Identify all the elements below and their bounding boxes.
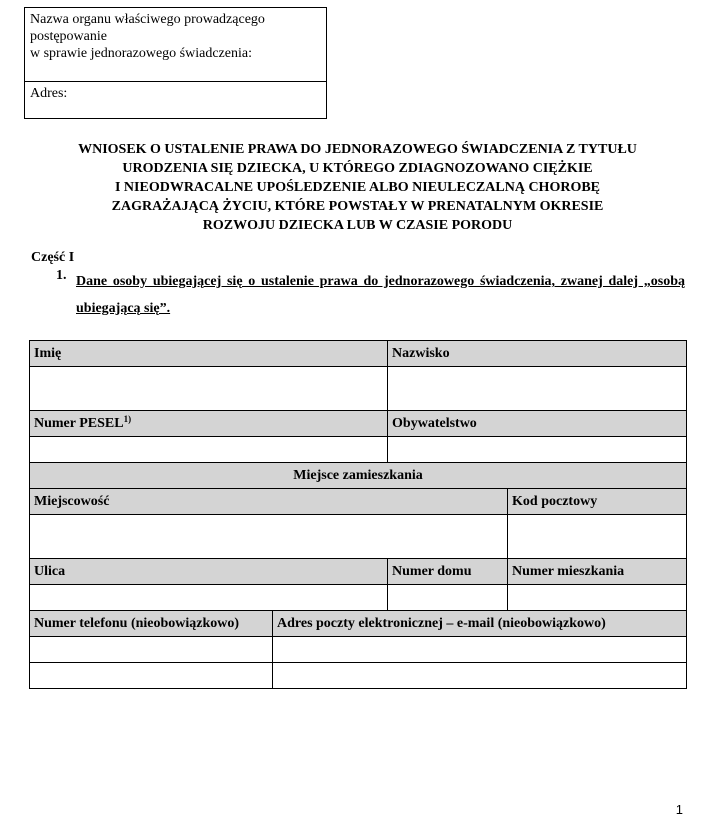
phone-field[interactable] xyxy=(30,637,273,663)
street-field[interactable] xyxy=(30,585,388,611)
last-name-label: Nazwisko xyxy=(388,341,687,367)
section-heading: Dane osoby ubiegającej się o ustalenie prawa do jednorazowego świadczenia, zwanej dalej „osobą ubiegającą się”. xyxy=(76,274,685,316)
postal-code-field[interactable] xyxy=(508,515,687,559)
house-number-label: Numer domu xyxy=(388,559,508,585)
last-name-field[interactable] xyxy=(388,367,687,411)
section-number: 1. xyxy=(56,268,67,283)
organ-address-section xyxy=(25,82,326,102)
first-name-label: Imię xyxy=(30,341,388,367)
pesel-footnote: 1) xyxy=(123,413,132,424)
organ-name-line: postępowanie xyxy=(30,29,107,44)
apartment-number-label: Numer mieszkania xyxy=(508,559,687,585)
organ-box xyxy=(24,7,327,119)
first-name-field[interactable] xyxy=(30,367,388,411)
city-field[interactable] xyxy=(30,515,508,559)
organ-name-line: w sprawie jednorazowego świadczenia: xyxy=(30,46,252,61)
title-line: URODZENIA SIĘ DZIECKA, U KTÓREGO ZDIAGNOZOWANO CIĘŻKIE xyxy=(122,161,593,176)
city-label: Miejscowość xyxy=(30,489,508,515)
house-number-field[interactable] xyxy=(388,585,508,611)
street-label: Ulica xyxy=(30,559,388,585)
phone-field-extra[interactable] xyxy=(30,663,273,689)
email-label: Adres poczty elektronicznej – e-mail (nieobowiązkowo) xyxy=(273,611,687,637)
apartment-number-field[interactable] xyxy=(508,585,687,611)
applicant-data-table xyxy=(29,340,687,689)
email-field-extra[interactable] xyxy=(273,663,687,689)
organ-name-line: Nazwa organu właściwego prowadzącego xyxy=(30,12,265,27)
title-line: ZAGRAŻAJĄCĄ ŻYCIU, KTÓRE POWSTAŁY W PRENATALNYM OKRESIE xyxy=(111,199,604,214)
citizenship-field[interactable] xyxy=(388,437,687,463)
title-line: I NIEODWRACALNE UPOŚLEDZENIE ALBO NIEULECZALNĄ CHOROBĘ xyxy=(114,180,601,195)
title-line: ROZWOJU DZIECKA LUB W CZASIE PORODU xyxy=(202,218,513,233)
email-field[interactable] xyxy=(273,637,687,663)
pesel-label: Numer PESEL$^{1)}$ xyxy=(30,411,388,437)
title-line: WNIOSEK O USTALENIE PRAWA DO JEDNORAZOWEGO ŚWIADCZENIA Z TYTUŁU xyxy=(78,142,637,157)
document-title xyxy=(30,140,685,235)
phone-label: Numer telefonu (nieobowiązkowo) xyxy=(30,611,273,637)
address-label: Adres: xyxy=(30,86,68,101)
postal-code-label: Kod pocztowy xyxy=(508,489,687,515)
citizenship-label: Obywatelstwo xyxy=(388,411,687,437)
page-number: 1 xyxy=(675,802,683,817)
residence-header: Miejsce zamieszkania xyxy=(30,463,687,489)
pesel-field[interactable] xyxy=(30,437,388,463)
organ-name-section xyxy=(25,8,326,82)
part-label: Część I xyxy=(31,250,75,265)
